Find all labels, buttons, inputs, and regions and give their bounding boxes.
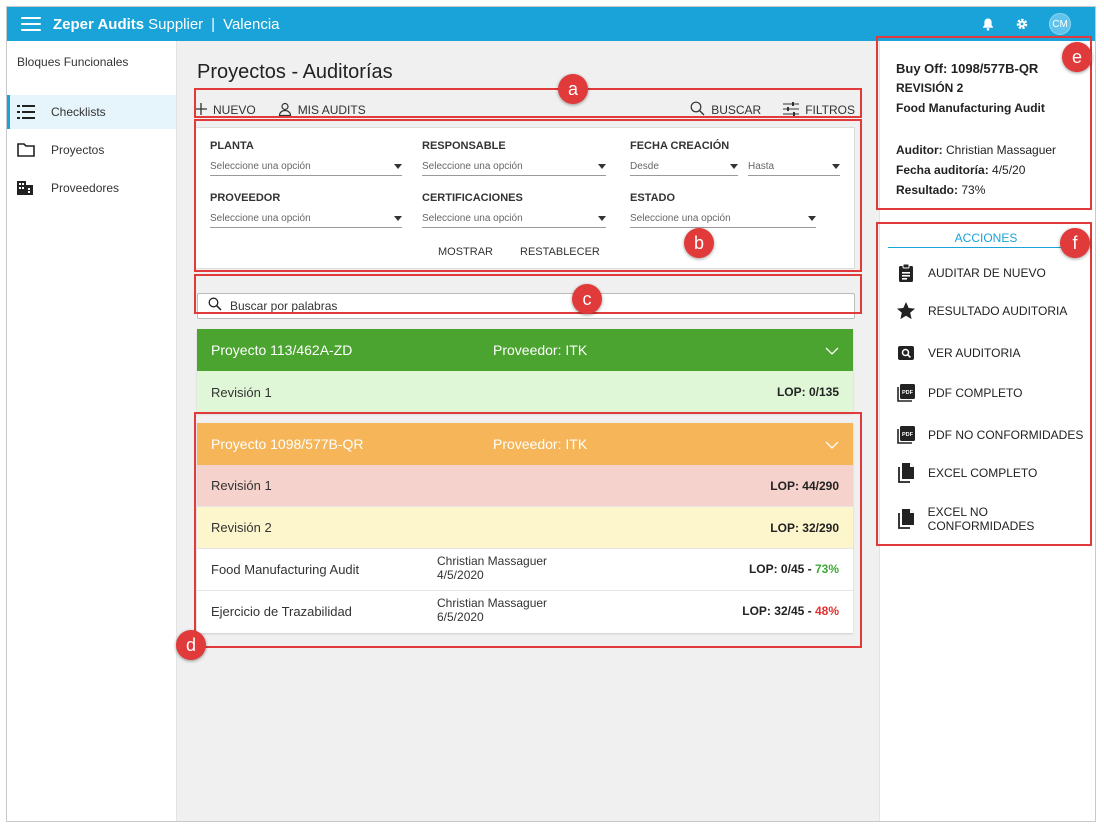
result-value: 73% xyxy=(961,183,986,197)
search-icon xyxy=(690,101,705,119)
auditor-label: Auditor: xyxy=(896,143,943,157)
project-card xyxy=(197,329,853,413)
chevron-down-icon[interactable] xyxy=(825,437,839,453)
revision-lop: LOP: 0/135 xyxy=(776,385,839,399)
certificaciones-select[interactable] xyxy=(422,210,606,228)
revision-label: Revisión 1 xyxy=(211,384,272,400)
date-line xyxy=(896,163,1025,177)
audit-row[interactable] xyxy=(197,549,853,591)
search-button-label: BUSCAR xyxy=(711,103,762,117)
toolbar xyxy=(195,97,855,123)
new-button[interactable] xyxy=(195,103,256,118)
filter-label-certificaciones: CERTIFICACIONES xyxy=(422,192,523,204)
sidebar-item-label: Proveedores xyxy=(51,181,120,195)
audit-result xyxy=(749,562,839,576)
action-excel-full[interactable] xyxy=(896,463,1037,483)
top-actions xyxy=(981,7,1071,41)
sidebar-item-checklists[interactable] xyxy=(7,95,176,129)
clipboard-icon xyxy=(896,263,916,283)
revision-title: REVISIÓN 2 xyxy=(896,81,964,95)
fecha-hasta-value: Hasta xyxy=(748,161,775,172)
pdf-icon xyxy=(896,425,916,445)
action-excel-nonconformities[interactable] xyxy=(896,505,1095,533)
filters-button[interactable] xyxy=(783,102,855,119)
sidebar-item-label: Proyectos xyxy=(51,143,105,157)
svg-text:PDF: PDF xyxy=(902,432,913,438)
buyoff-title: Buy Off: 1098/577B-QR xyxy=(896,61,1039,76)
main-content xyxy=(177,41,879,821)
svg-text:PDF: PDF xyxy=(902,390,913,396)
action-label: RESULTADO AUDITORIA xyxy=(928,304,1068,318)
sidebar-title: Bloques Funcionales xyxy=(17,55,129,69)
my-audits-button[interactable] xyxy=(278,102,366,119)
chevron-down-icon xyxy=(808,216,816,221)
result-line xyxy=(896,183,985,197)
project-header[interactable] xyxy=(197,329,853,371)
responsable-select[interactable] xyxy=(422,158,606,176)
actions-title: ACCIONES xyxy=(888,231,1084,248)
copy-icon xyxy=(896,509,916,529)
date-value: 4/5/20 xyxy=(992,163,1026,177)
app-brand xyxy=(53,16,280,33)
sidebar-item-proyectos[interactable] xyxy=(7,133,176,167)
annotation-badge-d: d xyxy=(176,630,206,660)
certificaciones-select-value: Seleccione una opción xyxy=(422,213,523,224)
revision-lop: LOP: 44/290 xyxy=(770,478,839,493)
copy-icon xyxy=(896,463,916,483)
action-label: PDF NO CONFORMIDADES xyxy=(928,428,1084,442)
action-view-audit[interactable] xyxy=(896,343,1020,363)
revision-row[interactable] xyxy=(197,371,853,413)
details-panel xyxy=(879,41,1095,821)
chevron-down-icon xyxy=(730,164,738,169)
checklist-icon xyxy=(17,104,39,120)
annotation-badge-f: f xyxy=(1060,228,1090,258)
folder-icon xyxy=(17,143,39,157)
chevron-down-icon[interactable] xyxy=(825,343,839,359)
sidebar-item-label: Checklists xyxy=(51,105,106,119)
search-input[interactable] xyxy=(230,299,854,313)
filter-label-proveedor: PROVEEDOR xyxy=(210,192,281,204)
filter-panel xyxy=(195,127,855,269)
action-label: VER AUDITORIA xyxy=(928,346,1021,360)
action-label: EXCEL COMPLETO xyxy=(928,466,1038,480)
annotation-badge-b: b xyxy=(684,228,714,258)
user-icon xyxy=(278,102,292,119)
chevron-down-icon xyxy=(832,164,840,169)
menu-icon[interactable] xyxy=(21,17,41,31)
annotation-badge-c: c xyxy=(572,284,602,314)
app-window xyxy=(6,6,1096,822)
audit-title: Food Manufacturing Audit xyxy=(896,101,1045,115)
bell-icon[interactable] xyxy=(981,17,995,31)
revision-label: Revisión 2 xyxy=(211,520,272,535)
brand-suffix: Supplier xyxy=(148,15,204,33)
sliders-icon xyxy=(783,102,799,119)
my-audits-label: MIS AUDITS xyxy=(297,103,366,117)
audit-name: Ejercicio de Trazabilidad xyxy=(211,604,352,619)
action-pdf-nonconformities[interactable] xyxy=(896,425,1083,445)
annotation-badge-a: a xyxy=(558,74,588,104)
planta-select-value: Seleccione una opción xyxy=(210,161,311,172)
revision-label: Revisión 1 xyxy=(211,478,272,493)
sidebar-item-proveedores[interactable] xyxy=(7,171,176,205)
proveedor-select[interactable] xyxy=(210,210,402,228)
location-label: Valencia xyxy=(223,15,280,33)
project-name: Proyecto 1098/577B-QR xyxy=(211,436,364,452)
action-audit-result[interactable] xyxy=(896,301,1067,321)
filters-button-label: FILTROS xyxy=(805,103,855,117)
chevron-down-icon xyxy=(394,164,402,169)
estado-select[interactable] xyxy=(630,210,816,228)
revision-lop: LOP: 32/290 xyxy=(770,520,839,535)
reset-button[interactable]: RESTABLECER xyxy=(520,246,600,258)
audit-date: 6/5/2020 xyxy=(437,610,484,624)
filter-label-fecha: FECHA CREACIÓN xyxy=(630,140,730,152)
estado-select-value: Seleccione una opción xyxy=(630,213,731,224)
chevron-down-icon xyxy=(394,216,402,221)
action-label: EXCEL NO CONFORMIDADES xyxy=(927,505,1035,533)
annotation-badge-e: e xyxy=(1062,42,1092,72)
brand-separator: | xyxy=(211,15,216,33)
filter-label-responsable: RESPONSABLE xyxy=(422,140,506,152)
new-button-label: NUEVO xyxy=(213,103,256,117)
chevron-down-icon xyxy=(598,216,606,221)
page-title: Proyectos - Auditorías xyxy=(197,61,393,83)
search-button[interactable] xyxy=(690,101,761,119)
audit-lop: LOP: 0/45 - xyxy=(748,562,815,576)
fecha-desde-select[interactable] xyxy=(630,158,738,176)
audit-result xyxy=(742,604,839,618)
sidebar xyxy=(7,41,177,821)
audit-date: 4/5/2020 xyxy=(437,568,484,582)
fecha-hasta-select[interactable] xyxy=(748,158,840,176)
project-header[interactable] xyxy=(197,423,853,465)
star-icon xyxy=(896,301,916,321)
pdf-icon xyxy=(896,383,916,403)
audit-percent: 48% xyxy=(814,604,839,618)
audit-auditor: Christian Massaguer xyxy=(437,596,548,610)
action-pdf-full[interactable] xyxy=(896,383,1022,403)
building-icon xyxy=(17,181,39,195)
top-bar xyxy=(7,7,1095,41)
audit-auditor: Christian Massaguer xyxy=(437,554,548,568)
result-label: Resultado: xyxy=(896,183,959,197)
gear-icon[interactable] xyxy=(1015,17,1029,31)
audit-meta xyxy=(437,596,547,624)
brand-name: Zeper Audits xyxy=(53,15,145,33)
filter-label-planta: PLANTA xyxy=(210,140,254,152)
chevron-down-icon xyxy=(598,164,606,169)
fecha-desde-value: Desde xyxy=(630,161,659,172)
avatar[interactable]: CM xyxy=(1049,13,1071,35)
action-label: AUDITAR DE NUEVO xyxy=(928,266,1046,280)
audit-meta xyxy=(437,554,547,582)
filter-label-estado: ESTADO xyxy=(630,192,676,204)
audit-percent: 73% xyxy=(814,562,839,576)
project-supplier: Proveedor: ITK xyxy=(493,436,588,452)
audit-name: Food Manufacturing Audit xyxy=(211,562,360,577)
revision-row[interactable] xyxy=(197,465,853,507)
action-label: PDF COMPLETO xyxy=(928,386,1023,400)
search-icon xyxy=(208,297,222,316)
audit-lop: LOP: 32/45 - xyxy=(742,604,815,618)
auditor-line xyxy=(896,143,1056,157)
audit-row[interactable] xyxy=(197,591,853,633)
project-name: Proyecto 113/462A-ZD xyxy=(211,342,353,358)
responsable-select-value: Seleccione una opción xyxy=(422,161,523,172)
planta-select[interactable] xyxy=(210,158,402,176)
toolbar-right xyxy=(690,101,855,119)
search-box xyxy=(197,293,855,319)
show-button[interactable]: MOSTRAR xyxy=(438,246,493,258)
project-supplier: Proveedor: ITK xyxy=(493,342,588,358)
auditor-value: Christian Massaguer xyxy=(946,143,1057,157)
date-label: Fecha auditoría: xyxy=(896,163,989,177)
proveedor-select-value: Seleccione una opción xyxy=(210,213,311,224)
action-audit-again[interactable] xyxy=(896,263,1046,283)
plus-icon xyxy=(195,103,207,118)
view-audit-icon xyxy=(896,343,916,363)
revision-row[interactable] xyxy=(197,507,853,549)
project-card xyxy=(197,423,853,633)
